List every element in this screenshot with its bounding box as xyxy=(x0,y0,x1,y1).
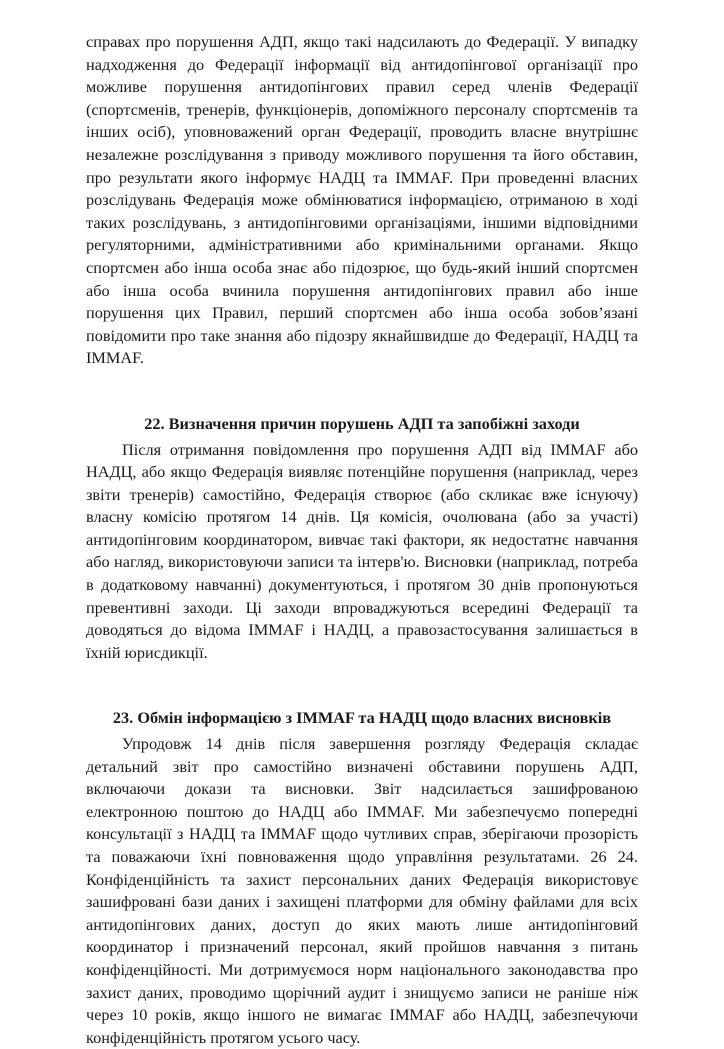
continuation-paragraph: справах про порушення АДП, якщо такі надсилають до Федерації. У випадку надходження до Федерації інформації від антидопінгової організації про можливе порушення антидопінгових правил серед членів Федерації (спортсменів, тренерів, функціонерів, допоміжного персоналу спортсменів та інших осіб), уповноважений орган Федерації, проводить власне внутрішнє незалежне розслідування з приводу можливого порушення та його обставин, про результати якого інформує НАДЦ та IMMAF. При проведенні власних розслідувань Федерація може обмінюватися інформацією, отриманою в ході таких розслідувань, з антидопінговими організаціями, іншими відповідними регуляторними, адміністративними або кримінальними органами. Якщо спортсмен або інша особа знає або підозрює, що будь-який інший спортсмен або інша особа вчинила порушення антидопінгових правил або інше порушення цих Правил, перший спортсмен або інша особа зобов’язані повідомити про таке знання або підозру якнайшвидше до Федерації, НАДЦ та IMMAF. xyxy=(86,32,638,368)
document-page xyxy=(86,31,638,1049)
section-23 xyxy=(86,707,638,1049)
section-heading-22: 22. Визначення причин порушень АДП та запобіжні заходи xyxy=(144,413,580,433)
section-heading-23: 23. Обмін інформацією з IMMAF та НАДЦ щодо власних висновків xyxy=(112,708,612,728)
section-paragraph-23: Упродовж 14 днів після завершення розгляду Федерація складає детальний звіт про самостійно визначені обставини порушень АДП, включаючи докази та висновки. Звіт надсилається зашифрованою електронною поштою до НАДЦ або IMMAF. Ми забезпечуємо попередні консультації з НАДЦ та IMMAF щодо чутливих справ, зберігаючи прозорість та поважаючи їхні повноваження щодо управління результатами. 26 24. Конфіденційність та захист персональних даних Федерація використовує зашифровані бази даних і захищені платформи для обміну файлами для всіх антидопінгових даних, доступ до яких мають лише антидопінговий координатор і призначений персонал, який пройшов навчання з питань конфіденційності. Ми дотримуємося норм національного законодавства про захист даних, проводимо щорічний аудит і знищуємо записи не раніше ніж через 10 років, якщо іншого не вимагає IMMAF або НАДЦ, забезпечуючи конфіденційність протягом усього часу. xyxy=(86,734,638,1047)
section-spacer xyxy=(86,664,638,707)
section-spacer xyxy=(86,370,638,413)
section-paragraph-22: Після отримання повідомлення про порушення АДП від IMMAF або НАДЦ, або якщо Федерація виявляє потенційне порушення (наприклад, через звіти тренерів) самостійно, Федерація створює (або скликає вже існуючу) власну комісію протягом 14 днів. Ця комісія, очолювана (або за участі) антидопінговим координатором, вивчає такі фактори, як недостатнє навчання або нагляд, використовуючи записи та інтерв'ю. Висновки (наприклад, потреба в додатковому навчанні) документуються, і протягом 30 днів пропонуються превентивні заходи. Ці заходи впроваджуються всередині Федерації та доводяться до відома IMMAF і НАДЦ, а правозастосування залишається в їхній юрисдикції. xyxy=(86,439,638,662)
section-22 xyxy=(86,413,638,665)
